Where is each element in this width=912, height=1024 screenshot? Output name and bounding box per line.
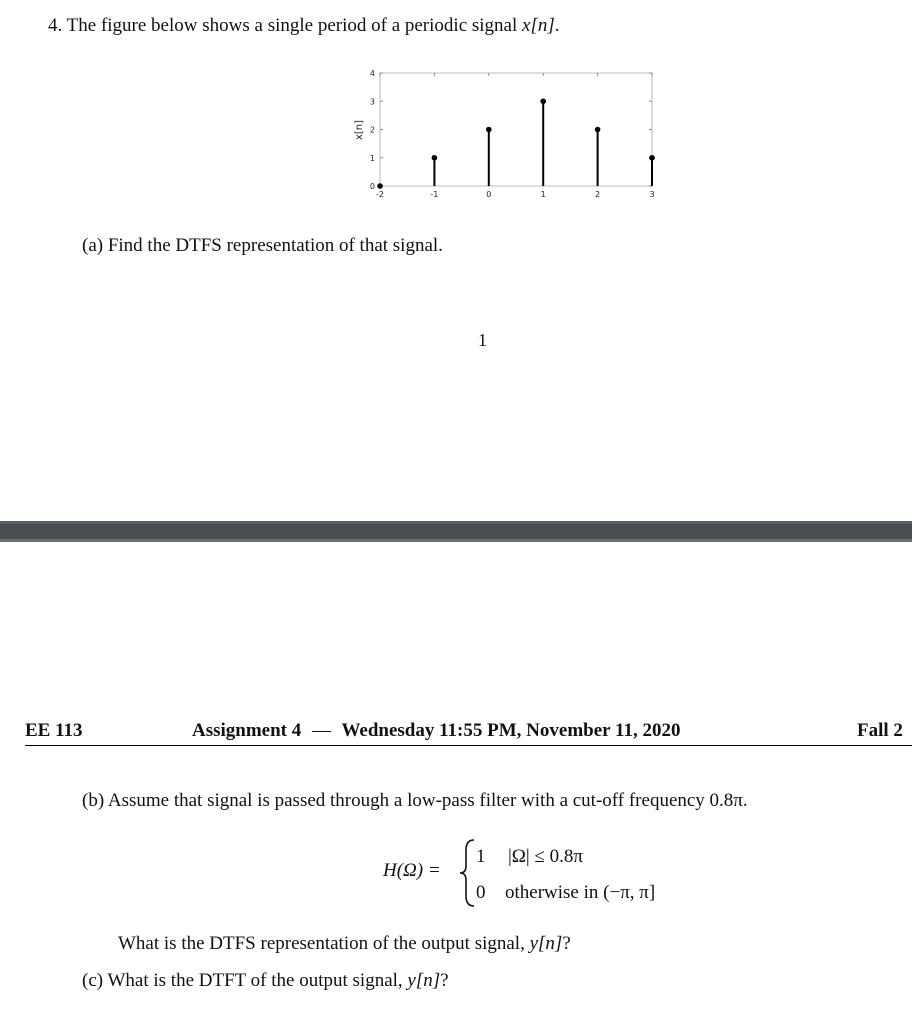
case2-value: 0 bbox=[476, 882, 486, 903]
page-separator bbox=[0, 521, 912, 542]
case1-value: 1 bbox=[476, 846, 486, 867]
y-tick-label: 1 bbox=[369, 153, 375, 163]
x-tick-label: 1 bbox=[540, 190, 546, 199]
stem-point bbox=[540, 98, 546, 104]
plot-frame bbox=[380, 73, 652, 186]
x-tick-label: 3 bbox=[649, 190, 655, 199]
case1-condition: |Ω| ≤ 0.8π bbox=[508, 846, 583, 867]
part-c-end: ? bbox=[440, 970, 449, 991]
page-number: 1 bbox=[478, 330, 487, 350]
part-b-question-text: What is the DTFS representation of the output signal, bbox=[118, 933, 530, 954]
header-dash: — bbox=[312, 720, 332, 741]
stem-point bbox=[432, 155, 438, 161]
y-axis-label: x[n] bbox=[354, 119, 365, 141]
y-tick-label: 2 bbox=[369, 125, 375, 135]
cases-brace bbox=[458, 838, 476, 908]
part-b-question bbox=[118, 933, 571, 955]
part-b-question-signal: y[n] bbox=[529, 933, 563, 954]
y-tick-label: 4 bbox=[369, 69, 375, 78]
header-course: EE 113 bbox=[25, 720, 83, 741]
x-tick-label: -2 bbox=[376, 190, 384, 199]
filter-lhs: H(Ω) = bbox=[383, 860, 441, 881]
x-tick-label: 0 bbox=[486, 190, 492, 199]
y-tick-label: 0 bbox=[369, 182, 375, 191]
question-end: . bbox=[554, 15, 560, 36]
part-b-question-end: ? bbox=[562, 933, 571, 954]
part-a-text: (a) Find the DTFS representation of that signal. bbox=[82, 235, 443, 256]
question-text: 4. The figure below shows a single period of a periodic signal bbox=[48, 15, 523, 36]
case2-condition: otherwise in (−π, π] bbox=[505, 882, 656, 903]
part-c-text bbox=[82, 970, 449, 992]
x-tick-label: 2 bbox=[595, 190, 601, 199]
part-c-signal: y[n] bbox=[407, 970, 441, 991]
y-tick-label: 3 bbox=[369, 97, 375, 107]
stem-point bbox=[377, 183, 383, 189]
header-term: Fall 2 bbox=[857, 720, 903, 741]
x-tick-label: -1 bbox=[430, 190, 439, 199]
stem-point bbox=[595, 127, 601, 133]
question-signal: x[n] bbox=[522, 15, 555, 36]
stem-chart bbox=[340, 60, 670, 210]
question-title bbox=[48, 15, 560, 37]
stem-point bbox=[486, 127, 492, 133]
header-assignment bbox=[192, 720, 680, 742]
part-b-text: (b) Assume that signal is passed through a low-pass filter with a cut-off frequency 0.8π. bbox=[82, 790, 748, 811]
header-due-date: Wednesday 11:55 PM, November 11, 2020 bbox=[341, 720, 681, 741]
part-c-question: (c) What is the DTFT of the output signal, bbox=[82, 970, 408, 991]
header-assignment-name: Assignment 4 bbox=[192, 720, 302, 741]
header-rule bbox=[25, 745, 912, 746]
stem-point bbox=[649, 155, 655, 161]
